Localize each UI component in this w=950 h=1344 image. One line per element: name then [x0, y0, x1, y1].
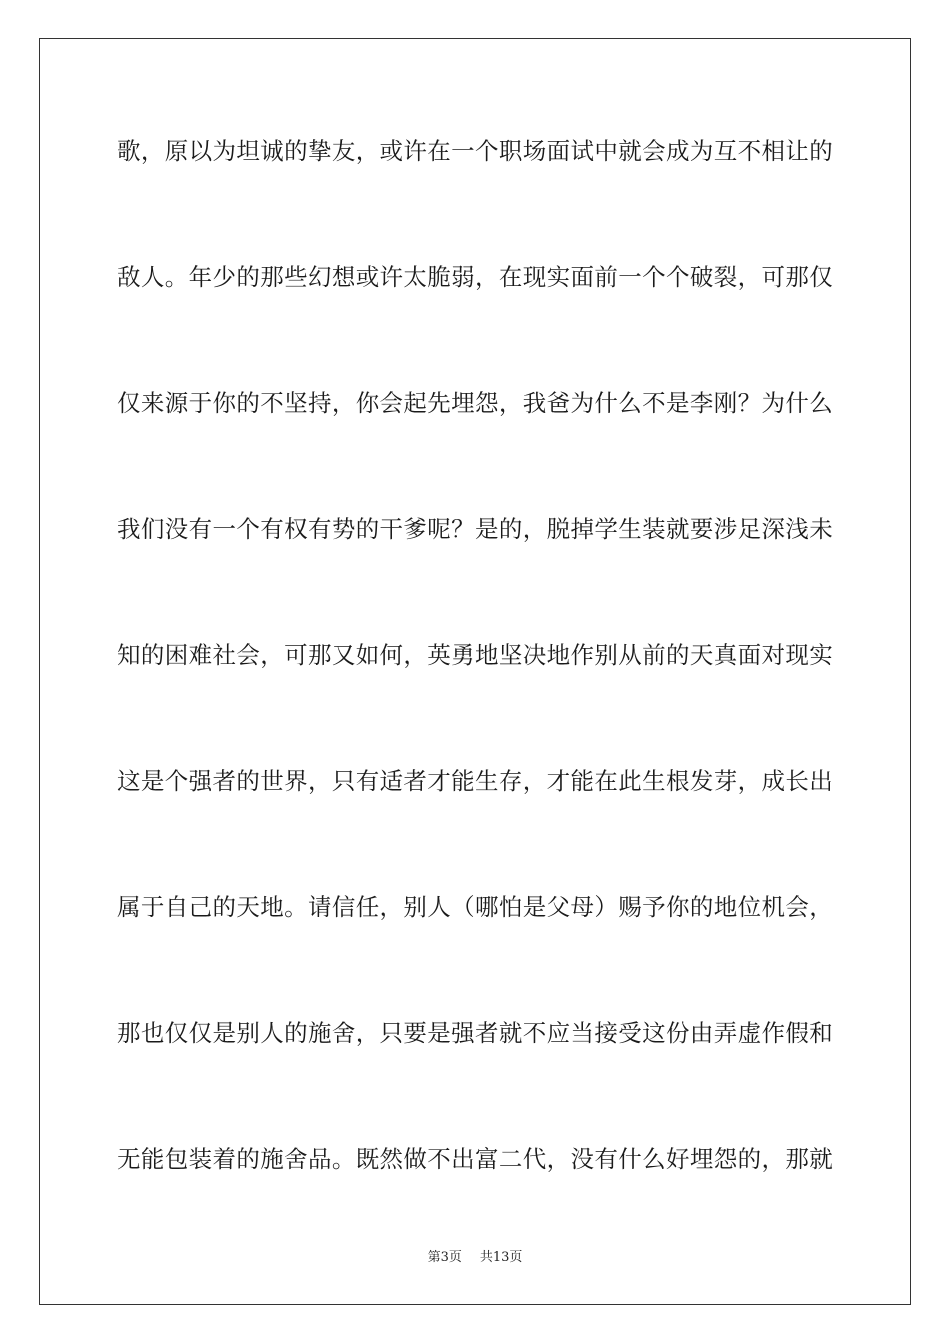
body-line-5: 知的困难社会，可那又如何，英勇地坚决地作别从前的天真面对现实	[117, 641, 833, 669]
body-line-8: 那也仅仅是别人的施舍，只要是强者就不应当接受这份由弄虚作假和	[117, 1019, 833, 1047]
body-line-2: 敌人。年少的那些幻想或许太脆弱，在现实面前一个个破裂，可那仅	[117, 263, 833, 291]
body-line-6: 这是个强者的世界，只有适者才能生存，才能在此生根发芽，成长出	[117, 767, 833, 795]
body-line-4: 我们没有一个有权有势的干爹呢？是的，脱掉学生装就要涉足深浅未	[117, 515, 833, 543]
page-number: 第3页	[427, 1250, 462, 1265]
body-line-1: 歌，原以为坦诚的挚友，或许在一个职场面试中就会成为互不相让的	[117, 137, 833, 165]
page-footer	[0, 1246, 950, 1265]
page-total: 共13页	[479, 1250, 523, 1265]
body-line-7: 属于自己的天地。请信任，别人（哪怕是父母）赐予你的地位机会，	[117, 893, 833, 921]
body-line-3: 仅来源于你的不坚持，你会起先埋怨，我爸为什么不是李刚？为什么	[117, 389, 833, 417]
document-body	[117, 126, 833, 1260]
body-line-9: 无能包装着的施舍品。既然做不出富二代，没有什么好埋怨的，那就	[117, 1145, 833, 1173]
